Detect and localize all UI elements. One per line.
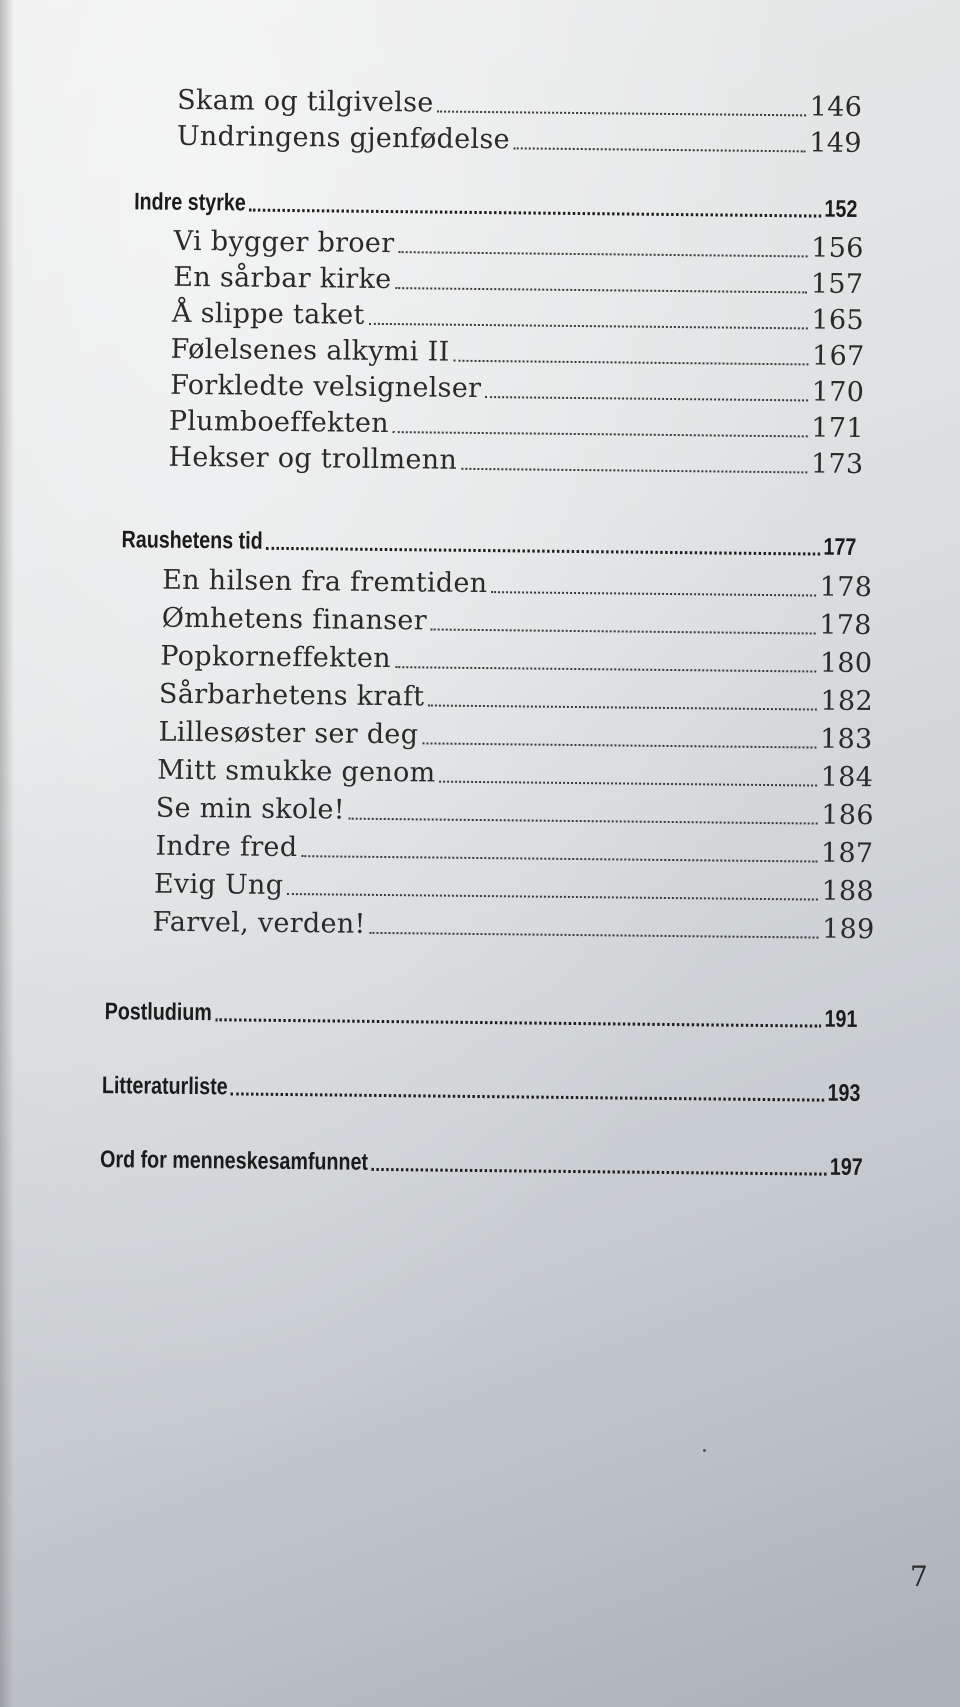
toc-entry-page: 186	[821, 799, 874, 832]
toc-entry	[172, 298, 864, 336]
toc-entry-title: Evig Ung	[153, 868, 284, 901]
toc-leader-dots	[371, 1168, 826, 1176]
toc-leader-dots	[428, 704, 816, 710]
toc-leader-dots	[395, 666, 816, 672]
toc-entry-page: 146	[809, 91, 863, 123]
toc-section-page: 193	[827, 1079, 861, 1108]
toc-leader-dots	[491, 591, 815, 596]
toc-entry	[169, 406, 864, 444]
toc-entry-title: Popkorneffekten	[160, 640, 392, 675]
toc-entry-page: 188	[821, 875, 875, 908]
toc-leader-dots	[438, 111, 806, 117]
toc-entry-page: 189	[821, 913, 875, 946]
toc-section-heading	[105, 998, 858, 1034]
toc-leader-dots	[395, 287, 806, 293]
toc-entry-title: Plumboeffekten	[168, 405, 390, 440]
toc-entry	[162, 603, 872, 641]
toc-entry-title: Sårbarhetens kraft	[158, 678, 425, 713]
page-number: 7	[910, 1560, 928, 1593]
toc-entry-title: Undringens gjenfødelse	[176, 120, 511, 156]
toc-entry-title: Lillesøster ser deg	[158, 716, 419, 751]
toc-entry-page: 178	[819, 571, 873, 604]
toc-section-page: 191	[824, 1005, 858, 1033]
toc-leader-dots	[393, 431, 807, 437]
toc-leader-dots	[215, 1018, 821, 1027]
toc-section-heading	[102, 1072, 861, 1108]
toc-entry	[154, 869, 874, 908]
toc-leader-dots	[439, 781, 816, 787]
toc-entry-title: Hekser og trollmenn	[168, 441, 458, 476]
toc-entry-page: 149	[809, 127, 862, 159]
toc-entry-page: 183	[819, 723, 873, 756]
toc-leader-dots	[349, 818, 817, 825]
toc-entry-title: Følelsenes alkymi II	[170, 333, 450, 368]
toc-entry-title: Mitt smukke genom	[157, 754, 436, 789]
toc-section-title: Ord for menneskesamfunnet	[99, 1146, 369, 1176]
toc-entry	[158, 717, 872, 755]
toc-entry	[157, 755, 873, 793]
toc-entry-title: Indre fred	[155, 830, 298, 864]
toc-entry	[170, 334, 864, 372]
toc-section-heading	[121, 526, 856, 562]
toc-entry-title: Ømhetens finanser	[161, 602, 428, 637]
toc-leader-dots	[231, 1092, 824, 1101]
toc-entry-title: Vi bygger broer	[173, 225, 395, 260]
toc-entry-page: 157	[810, 268, 864, 300]
toc-entry	[174, 226, 864, 264]
toc-entry-title: Forkledte velsignelser	[170, 369, 482, 405]
toc-entry	[159, 679, 873, 717]
toc-entry	[168, 442, 863, 480]
paper-speck	[703, 1449, 706, 1452]
toc-leader-dots	[287, 893, 817, 901]
toc-leader-dots	[453, 360, 808, 366]
toc-section-page: 152	[824, 195, 858, 223]
toc-section-title: Indre styrke	[134, 188, 246, 217]
toc-leader-dots	[266, 547, 820, 556]
toc-entry-title: En sårbar kirke	[173, 261, 392, 296]
toc-leader-dots	[514, 147, 806, 152]
toc-entry-page: 180	[819, 647, 873, 680]
toc-leader-dots	[249, 209, 821, 218]
toc-entry-page: 187	[820, 837, 874, 870]
toc-leader-dots	[370, 932, 818, 939]
toc-leader-dots	[301, 855, 817, 862]
toc-entry-title: Skam og tilgivelse	[177, 84, 434, 119]
toc-entry	[173, 262, 863, 300]
toc-section-title: Raushetens tid	[121, 526, 263, 555]
toc-leader-dots	[422, 742, 816, 748]
toc-entry-title: Farvel, verden!	[152, 906, 366, 940]
toc-section-page: 197	[829, 1153, 863, 1182]
toc-entry	[170, 370, 864, 408]
toc-entry-title: En hilsen fra fremtiden	[162, 564, 488, 600]
toc-section-title: Litteraturliste	[101, 1072, 228, 1101]
toc-entry-page: 171	[811, 412, 864, 445]
toc-leader-dots	[431, 628, 815, 634]
toc-entry-title: Se min skole!	[155, 792, 346, 826]
toc-entry	[156, 793, 874, 832]
toc-entry-page: 165	[811, 304, 865, 337]
toc-leader-dots	[369, 323, 808, 330]
toc-section-heading	[100, 1146, 863, 1182]
toc-entry-page: 167	[811, 340, 865, 373]
toc-section-heading	[134, 188, 857, 224]
toc-leader-dots	[398, 251, 807, 257]
toc-entry	[162, 565, 872, 603]
toc-entry-page: 184	[820, 761, 874, 794]
toc-entry	[177, 121, 862, 159]
toc-entry	[177, 85, 862, 123]
toc-leader-dots	[485, 396, 807, 401]
toc-section-title: Postludium	[104, 998, 212, 1027]
toc-entry-page: 182	[820, 685, 874, 718]
toc-section-page: 177	[823, 533, 857, 561]
toc-entry-page: 178	[819, 609, 872, 642]
toc-entry	[160, 641, 872, 679]
toc-entry-title: Å slippe taket	[171, 297, 365, 331]
toc-entry	[152, 907, 874, 946]
toc-entry-page: 170	[811, 376, 865, 409]
toc-entry	[155, 831, 873, 870]
toc-entry-page: 156	[811, 232, 864, 264]
toc-leader-dots	[461, 468, 807, 474]
toc-entry-page: 173	[810, 448, 864, 481]
